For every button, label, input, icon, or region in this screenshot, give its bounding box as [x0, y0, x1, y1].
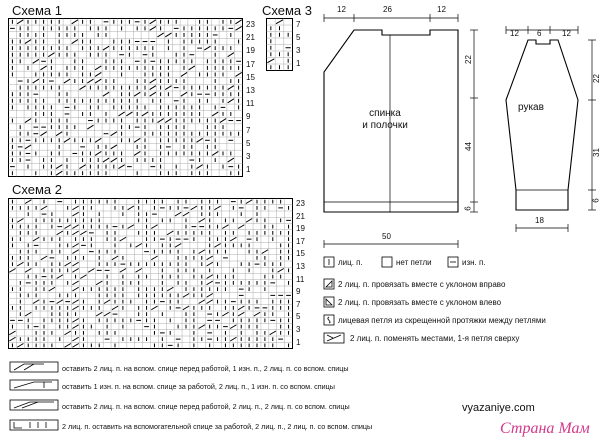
row-number: 1	[296, 337, 301, 347]
row-number: 17	[296, 236, 305, 246]
row-number: 7	[246, 125, 251, 135]
cable-desc-2: оставить 1 изн. п. на вспом. спице за работой, 2 лиц. п., 1 изн. п. со вспом. спицы	[62, 382, 335, 391]
scheme2-title: Схема 2	[12, 182, 62, 197]
row-number: 5	[296, 312, 301, 322]
scheme2-grid	[8, 198, 294, 350]
row-number: 15	[246, 72, 255, 82]
scheme1-row-numbers	[246, 18, 264, 176]
legend-k2tog-left: 2 лиц. п. провязать вместе с уклоном влево	[338, 298, 502, 307]
row-number: 9	[296, 287, 301, 297]
row-number: 7	[296, 299, 301, 309]
watermark: Страна Мам	[500, 420, 590, 437]
row-number: 11	[296, 274, 305, 284]
row-number: 17	[246, 59, 255, 69]
scheme1-grid	[8, 18, 244, 178]
row-number: 9	[246, 112, 251, 122]
body-label-line1: спинка	[369, 108, 401, 119]
row-number: 15	[296, 249, 305, 259]
row-number: 21	[246, 33, 255, 43]
body-bottom-dim: 50	[382, 232, 391, 241]
sleeve-label: рукав	[518, 102, 544, 113]
row-number: 19	[246, 46, 255, 56]
row-number: 13	[296, 261, 305, 271]
cable-desc-1: оставить 2 лиц. п. на вспом. спице перед работой, 1 изн. п., 2 лиц. п. со вспом. спицы	[62, 364, 349, 373]
row-number: 21	[296, 211, 305, 221]
body-side-dim-upper: 22	[463, 55, 473, 64]
row-number: 11	[246, 99, 255, 109]
row-number: 3	[296, 324, 301, 334]
row-number: 1	[296, 59, 301, 68]
legend-knit: лиц. п.	[338, 258, 363, 267]
body-top-dim-right: 12	[437, 5, 446, 14]
legend-purl: изн. п.	[462, 258, 486, 267]
scheme3-title: Схема 3	[262, 3, 312, 18]
row-number: 5	[246, 138, 251, 148]
row-number: 3	[246, 151, 251, 161]
body-side-dim-lower: 6	[463, 206, 473, 211]
sleeve-top-dim-left: 12	[510, 29, 519, 38]
legend-no-stitch: нет петли	[396, 258, 432, 267]
row-number: 19	[296, 224, 305, 234]
sleeve-top-dim-center: 6	[537, 29, 542, 38]
sleeve-side-dim-lower: 6	[591, 198, 601, 203]
scheme1-title: Схема 1	[12, 3, 62, 18]
legend	[322, 255, 608, 355]
cable-symbols	[8, 360, 68, 440]
cable-desc-4: 2 лиц. п. оставить на вспомогательной спице за работой, 2 лиц. п., 2 лиц. п. со вспом. спицы	[62, 422, 373, 431]
sleeve-outline	[506, 40, 578, 210]
scheme3-grid	[266, 18, 294, 72]
sleeve-bottom-dim: 18	[535, 216, 544, 225]
row-number: 3	[296, 46, 301, 55]
body-label-line2: и полочки	[362, 120, 408, 131]
scheme3-row-numbers	[296, 18, 308, 70]
row-number: 13	[246, 85, 255, 95]
body-top-dim-left: 12	[337, 5, 346, 14]
legend-k2tog-right: 2 лиц. п. провязать вместе с уклоном вправо	[338, 280, 506, 289]
sleeve-top-dim-right: 12	[562, 29, 571, 38]
row-number: 5	[296, 33, 301, 42]
body-top-dim-center: 26	[383, 5, 392, 14]
body-label	[350, 108, 420, 132]
cable-desc-3: оставить 2 лиц. п. на вспом. спице перед работой, 2 лиц. п., 2 лиц. п. со вспом. спицы	[62, 402, 350, 411]
legend-twisted: лицевая петля из скрещенной протяжки между петлями	[338, 316, 546, 325]
site-url: vyazaniye.com	[462, 402, 535, 414]
body-side-dim-middle: 44	[463, 142, 473, 151]
row-number: 7	[296, 20, 301, 29]
row-number: 23	[296, 199, 305, 208]
row-number: 23	[246, 20, 255, 29]
row-number: 1	[246, 165, 251, 175]
sleeve-side-dim-middle: 31	[591, 148, 601, 157]
legend-swap: 2 лиц. п. поменять местами, 1-я петля сверху	[350, 334, 520, 343]
sleeve-side-dim-upper: 22	[591, 74, 601, 83]
